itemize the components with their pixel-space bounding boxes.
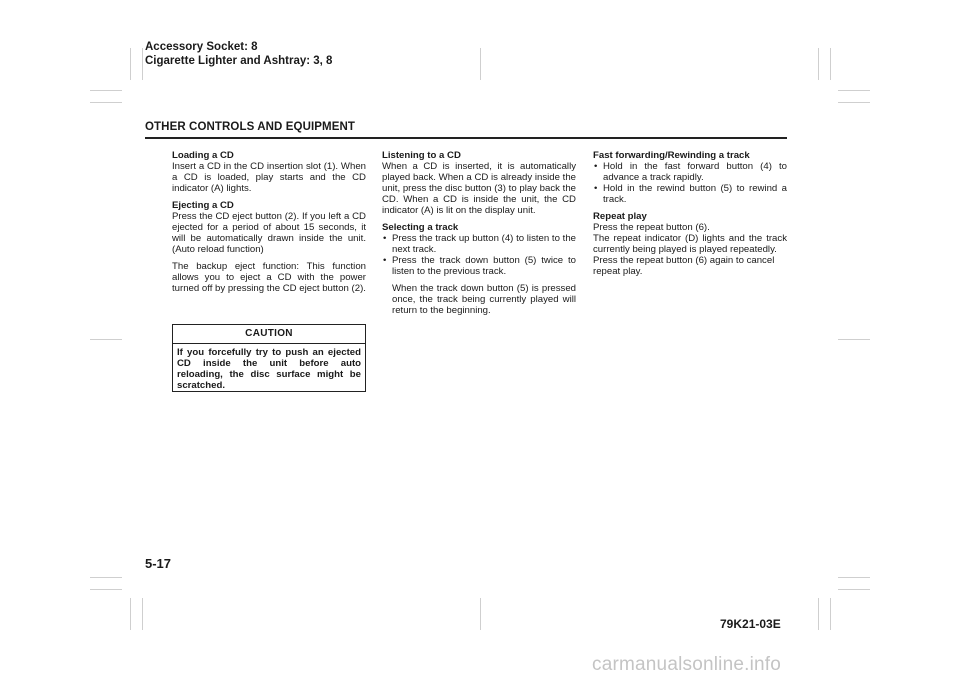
selecting-list (382, 233, 576, 277)
crop-mark (142, 48, 143, 80)
fast-forward-list (593, 161, 787, 205)
column-1 (172, 150, 366, 300)
list-item: • Press the track down button (5) twice to listen to the previous track. (382, 255, 576, 277)
repeat-paragraph (593, 211, 787, 277)
document-code: 79K21-03E (720, 617, 781, 631)
crop-mark (480, 598, 481, 630)
column-2 (382, 150, 576, 322)
crop-mark (818, 598, 819, 630)
repeat-text-1: Press the repeat button (6). (593, 222, 710, 233)
caution-text: If you forcefully try to push an ejected CD inside the unit before auto reloading, the disc surface might be scratched. (177, 347, 361, 391)
list-item: • Press the track up button (4) to listen to the next track. (382, 233, 576, 255)
list-item: • Hold in the fast forward button (4) to advance a track rapidly. (593, 161, 787, 183)
crop-mark (90, 102, 122, 103)
crop-mark (838, 577, 870, 578)
crop-mark (830, 48, 831, 80)
header-rule (145, 137, 787, 139)
ejecting-text: Press the CD eject button (2). If you left a CD ejected for a period of about 15 seconds, it will be automatically drawn inside the unit. (Auto reload function) (172, 211, 366, 255)
crop-mark (90, 339, 122, 340)
fast-forward-heading: Fast forwarding/Rewinding a track (593, 150, 750, 161)
ejecting-heading: Ejecting a CD (172, 200, 234, 211)
caution-box (172, 324, 366, 392)
crop-mark (90, 577, 122, 578)
section-title: OTHER CONTROLS AND EQUIPMENT (145, 121, 356, 133)
crop-mark (830, 598, 831, 630)
crop-mark (838, 339, 870, 340)
column-3 (593, 150, 787, 283)
track-down-note: When the track down button (5) is pressed once, the track being currently played will return to the beginning. (392, 283, 576, 316)
crop-mark (838, 102, 870, 103)
loading-text: Insert a CD in the CD insertion slot (1). When a CD is loaded, play starts and the CD indicator (A) lights. (172, 161, 366, 194)
loading-heading: Loading a CD (172, 150, 234, 161)
index-line-1: Accessory Socket: 8 (145, 41, 258, 53)
listening-paragraph (382, 150, 576, 216)
repeat-heading: Repeat play (593, 211, 647, 222)
crop-mark (838, 589, 870, 590)
crop-mark (90, 589, 122, 590)
listening-heading: Listening to a CD (382, 150, 461, 161)
loading-paragraph (172, 150, 366, 194)
listening-text: When a CD is inserted, it is automatically played back. When a CD is already inside the unit, press the disc button (3) to play back the CD. When a CD is inside the unit, the CD indicator (A) is lit on the display unit. (382, 161, 576, 216)
index-note (145, 40, 332, 68)
ejecting-paragraph (172, 200, 366, 255)
selecting-heading: Selecting a track (382, 222, 459, 233)
crop-mark (838, 90, 870, 91)
crop-mark (480, 48, 481, 80)
repeat-text-3: Press the repeat button (6) again to cancel repeat play. (593, 255, 775, 277)
crop-mark (130, 598, 131, 630)
watermark: carmanualsonline.info (592, 654, 782, 675)
backup-eject-paragraph: The backup eject function: This function allows you to eject a CD with the power turned off by pressing the CD eject button (2). (172, 261, 366, 294)
crop-mark (818, 48, 819, 80)
caution-title: CAUTION (173, 325, 365, 344)
list-item: • Hold in the rewind button (5) to rewind a track. (593, 183, 787, 205)
crop-mark (90, 90, 122, 91)
crop-mark (130, 48, 131, 80)
index-line-2: Cigarette Lighter and Ashtray: 3, 8 (145, 55, 333, 67)
repeat-text-2: The repeat indicator (D) lights and the track currently being played is played repeatedly. (593, 233, 787, 255)
page-number: 5-17 (145, 556, 172, 571)
crop-mark (142, 598, 143, 630)
